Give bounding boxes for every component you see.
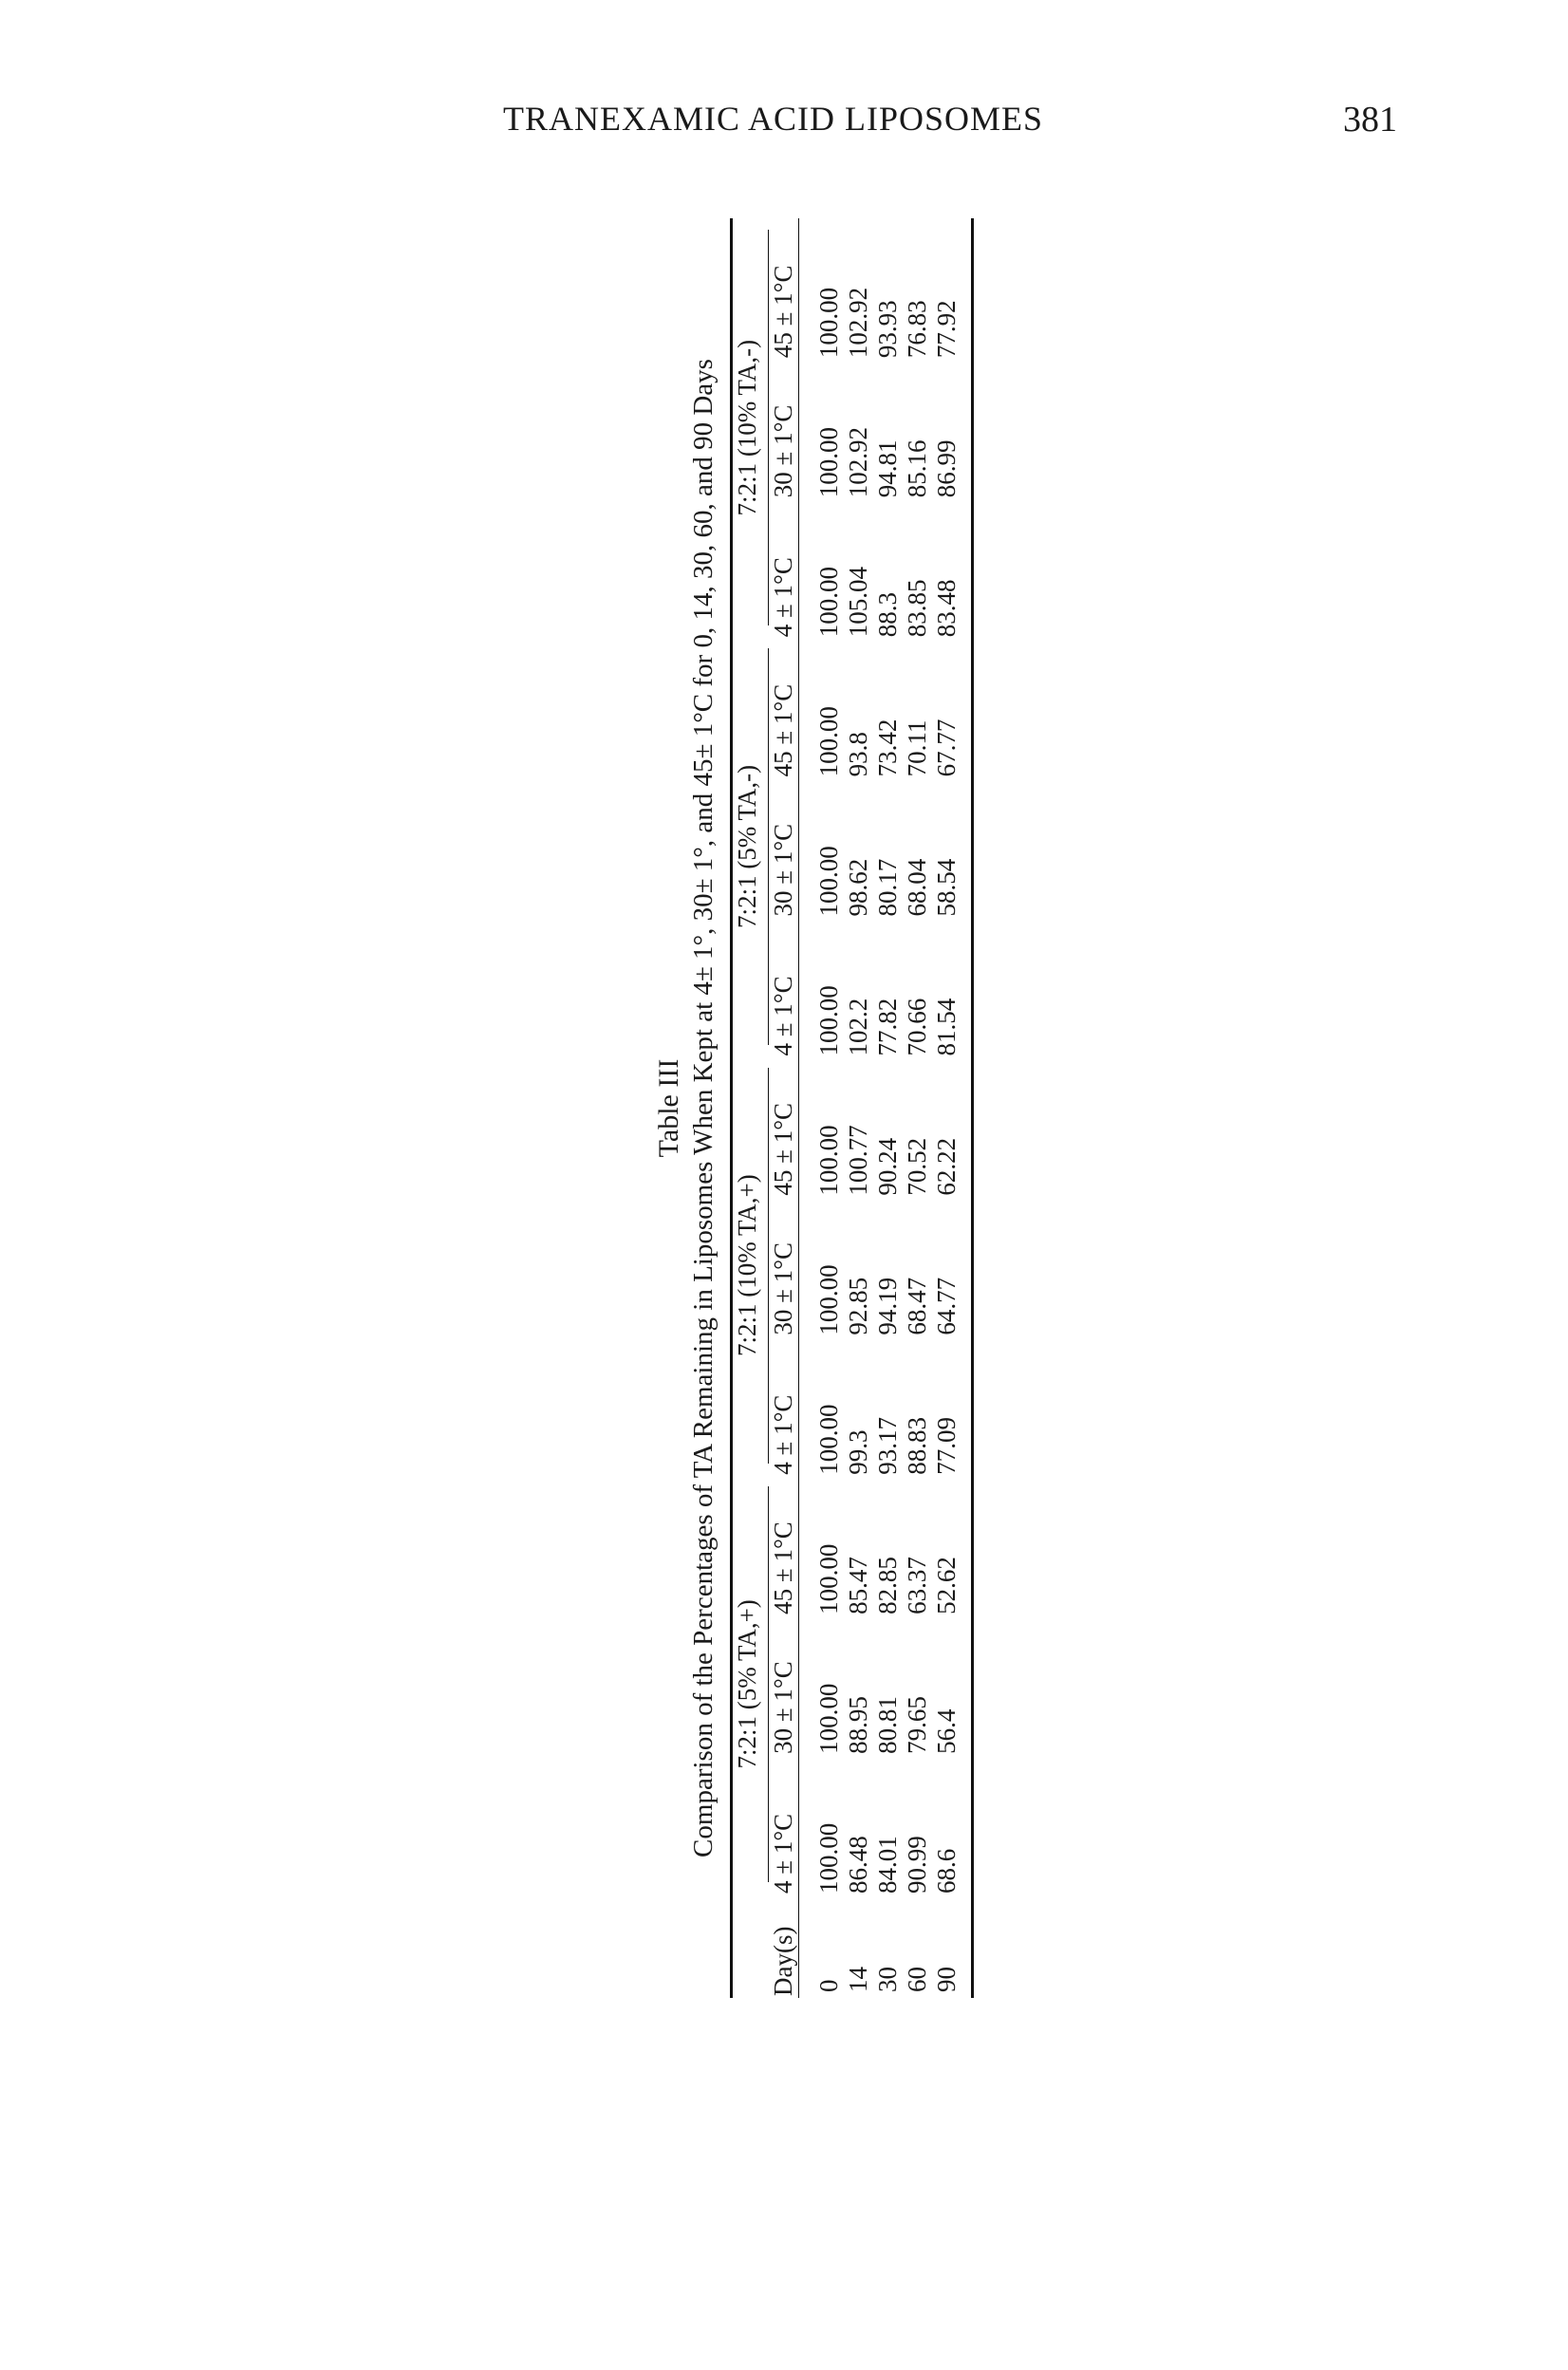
group-header-spacer: [733, 1894, 769, 1998]
value-cell: 67.77: [932, 718, 961, 777]
value-cell: 81.54: [932, 998, 961, 1056]
group-header-row: [733, 218, 769, 1998]
value-cell: 100.00: [814, 985, 843, 1056]
value-cell: 98.62: [844, 858, 872, 917]
value-cell: 100.00: [814, 1543, 843, 1614]
value-cell: 79.65: [903, 1696, 931, 1754]
value-cell: 83.48: [932, 579, 961, 638]
value-cell: 94.81: [873, 439, 902, 498]
value-cell: 85.47: [844, 1557, 872, 1614]
value-cell: 76.83: [903, 300, 931, 359]
temp-column-header: 30 ± 1°C: [769, 358, 799, 497]
group-header: 7:2:1 (5% TA,+): [733, 1475, 769, 1894]
rotated-table: [641, 218, 963, 1998]
temp-column-header: 45 ± 1°C: [769, 1056, 799, 1196]
value-cell: 58.54: [932, 858, 961, 917]
value-cell: 88.95: [844, 1696, 872, 1754]
value-cell: 84.01: [873, 1836, 902, 1894]
value-cell: 100.00: [814, 846, 843, 917]
temp-column-header: 4 ± 1°C: [769, 1754, 799, 1894]
value-cell: 52.62: [932, 1557, 961, 1614]
value-cell: 100.00: [814, 287, 843, 359]
value-cell: 100.00: [814, 426, 843, 498]
value-cell: 92.85: [844, 1277, 872, 1335]
temp-column-header: 45 ± 1°C: [769, 1475, 799, 1614]
value-cell: 77.09: [932, 1416, 961, 1475]
day-cell: 90: [932, 1967, 961, 1992]
temp-column-header: 30 ± 1°C: [769, 776, 799, 916]
value-cell: 93.93: [873, 300, 902, 359]
data-table: [733, 218, 971, 1998]
temp-column-header: 4 ± 1°C: [769, 916, 799, 1055]
value-cell: 100.77: [844, 1125, 872, 1196]
value-cell: 68.04: [903, 858, 931, 917]
value-cell: 90.99: [903, 1836, 931, 1894]
value-cell: 64.77: [932, 1277, 961, 1335]
table-bottom-rule: [971, 218, 974, 1998]
day-cell: 14: [844, 1967, 872, 1992]
value-cell: 62.22: [932, 1137, 961, 1196]
value-cell: 77.92: [932, 300, 961, 359]
group-header: 7:2:1 (10% TA,+): [733, 1056, 769, 1475]
value-cell: 88.3: [873, 592, 902, 638]
value-cell: 100.00: [814, 1683, 843, 1754]
value-cell: 70.52: [903, 1137, 931, 1196]
temp-column-header: 30 ± 1°C: [769, 1196, 799, 1335]
value-cell: 100.00: [814, 1264, 843, 1335]
temp-column-header: 45 ± 1°C: [769, 218, 799, 358]
value-cell: 100.00: [814, 1404, 843, 1475]
value-cell: 102.2: [844, 998, 872, 1056]
value-cell: 86.99: [932, 439, 961, 498]
group-header: 7:2:1 (5% TA,-): [733, 637, 769, 1055]
table-row: [873, 218, 903, 1998]
value-cell: 105.04: [844, 567, 872, 638]
value-cell: 68.6: [932, 1848, 961, 1894]
value-cell: 73.42: [873, 718, 902, 777]
value-cell: 102.92: [844, 426, 872, 498]
table-row: [844, 218, 873, 1998]
value-cell: 70.66: [903, 998, 931, 1056]
value-cell: 94.19: [873, 1277, 902, 1335]
table-caption: [652, 218, 720, 1998]
table-row: [903, 218, 932, 1998]
table-row: [799, 218, 845, 1998]
value-cell: 100.00: [814, 1125, 843, 1196]
value-cell: 80.17: [873, 858, 902, 917]
table-number: Table III: [653, 1058, 684, 1158]
temp-column-header: 4 ± 1°C: [769, 497, 799, 637]
value-cell: 100.00: [814, 706, 843, 777]
value-cell: 99.3: [844, 1429, 872, 1475]
value-cell: 68.47: [903, 1277, 931, 1335]
table-row: [932, 218, 971, 1998]
value-cell: 88.83: [903, 1416, 931, 1475]
value-cell: 70.11: [903, 719, 931, 777]
value-cell: 90.24: [873, 1137, 902, 1196]
table-description: Comparison of the Percentages of TA Remaining in Liposomes When Kept at 4± 1°, 30± 1°, and 45± 1°C for 0, 14, 30, 60, and 90 Days: [688, 359, 719, 1857]
day-cell: 30: [873, 1967, 902, 1992]
value-cell: 63.37: [903, 1557, 931, 1614]
temp-column-header: 30 ± 1°C: [769, 1614, 799, 1754]
day-column-header: Day(s): [769, 1894, 799, 1998]
value-cell: 102.92: [844, 287, 872, 359]
value-cell: 100.00: [814, 567, 843, 638]
column-header-row: [769, 218, 799, 1998]
day-cell: 0: [814, 1979, 843, 1992]
value-cell: 93.17: [873, 1416, 902, 1475]
day-cell: 60: [903, 1967, 931, 1992]
group-header: 7:2:1 (10% TA,-): [733, 218, 769, 637]
value-cell: 80.81: [873, 1696, 902, 1754]
value-cell: 83.85: [903, 579, 931, 638]
running-title: TRANEXAMIC ACID LIPOSOMES: [503, 100, 1044, 138]
value-cell: 56.4: [932, 1708, 961, 1754]
value-cell: 93.8: [844, 732, 872, 777]
value-cell: 85.16: [903, 439, 931, 498]
value-cell: 77.82: [873, 998, 902, 1056]
temp-column-header: 45 ± 1°C: [769, 637, 799, 776]
value-cell: 82.85: [873, 1557, 902, 1614]
value-cell: 100.00: [814, 1822, 843, 1894]
value-cell: 86.48: [844, 1836, 872, 1894]
page-number: 381: [1343, 100, 1397, 140]
temp-column-header: 4 ± 1°C: [769, 1335, 799, 1475]
